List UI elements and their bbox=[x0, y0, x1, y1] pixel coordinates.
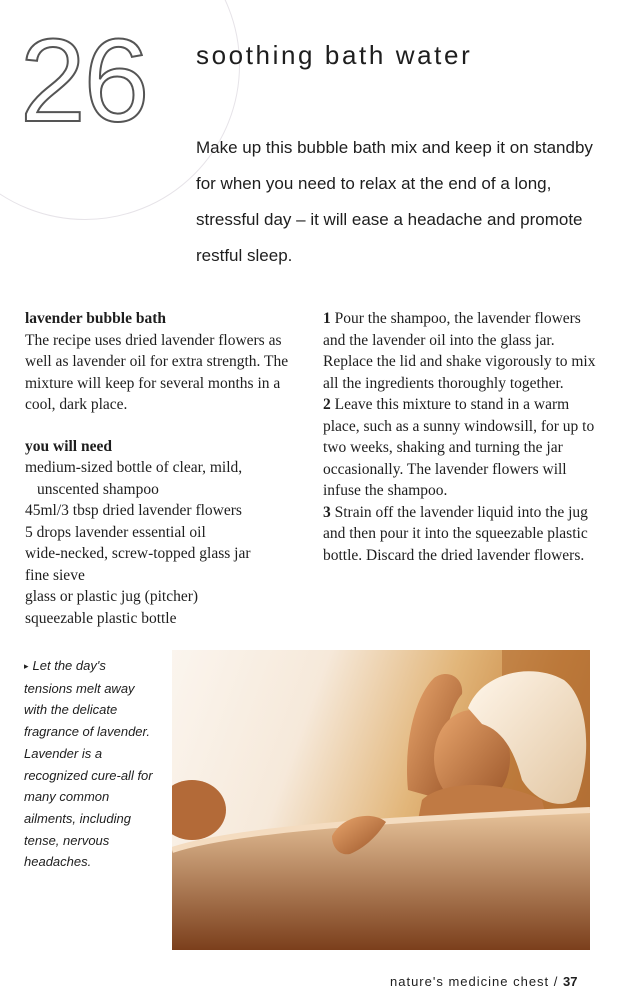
ingredient-item: squeezable plastic bottle bbox=[25, 609, 177, 627]
recipe-description: The recipe uses dried lavender flowers as well as lavender oil for extra strength. The mixture will keep for several months in a cool, dark place. bbox=[25, 331, 289, 413]
caption-arrow-icon: ▸ bbox=[24, 661, 29, 671]
bath-illustration bbox=[172, 650, 590, 950]
step-text: Pour the shampoo, the lavender flowers and the lavender oil into the glass jar. Replace the lid and shake vigorously to mix all the ingredients thoroughly together. bbox=[323, 310, 596, 392]
ingredient-item: medium-sized bottle of clear, mild, unscented shampoo bbox=[25, 459, 243, 498]
ingredient-item: 5 drops lavender essential oil bbox=[25, 523, 206, 541]
bath-photo bbox=[172, 650, 590, 950]
ingredient-item: glass or plastic jug (pitcher) bbox=[25, 588, 199, 605]
step-text: Strain off the lavender liquid into the jug and then pour it into the squeezable plastic bottle. Discard the dried lavender flowers. bbox=[323, 503, 588, 564]
ingredient-item: fine sieve bbox=[25, 566, 85, 584]
step-1 bbox=[323, 308, 598, 394]
page-number: 37 bbox=[563, 974, 578, 989]
step-3 bbox=[323, 502, 598, 567]
caption-text: Let the day's tensions melt away with the delicate fragrance of lavender. Lavender is a recognized cure-all for many common ailments, including tense, nervous headaches. bbox=[24, 658, 153, 870]
recipe-heading: lavender bubble bath bbox=[25, 310, 166, 327]
steps-column bbox=[323, 308, 598, 566]
step-number: 2 bbox=[323, 396, 331, 413]
step-text: Leave this mixture to stand in a warm place, such as a sunny windowsill, for up to two weeks, shaking and turning the jar occasionally. The lavender flowers will infuse the shampoo. bbox=[323, 396, 595, 499]
step-2 bbox=[323, 394, 598, 502]
ingredients-heading: you will need bbox=[25, 437, 112, 455]
photo-caption bbox=[24, 655, 154, 873]
footer-separator: / bbox=[553, 974, 559, 989]
page-footer bbox=[390, 974, 578, 989]
recipe-number: 26 bbox=[20, 15, 148, 147]
page-title: soothing bath water bbox=[196, 40, 473, 70]
step-number: 3 bbox=[323, 503, 331, 521]
intro-text: Make up this bubble bath mix and keep it on standby for when you need to relax at the end of a long, stressful day – it will ease a headache and promote restful sleep. bbox=[196, 138, 593, 265]
ingredient-item: 45ml/3 tbsp dried lavender flowers bbox=[25, 502, 242, 519]
left-column bbox=[25, 308, 295, 629]
step-number: 1 bbox=[323, 310, 331, 327]
ingredient-item: wide-necked, screw-topped glass jar bbox=[25, 545, 251, 562]
ingredients-list bbox=[25, 457, 295, 629]
footer-section: nature's medicine chest bbox=[390, 974, 550, 989]
